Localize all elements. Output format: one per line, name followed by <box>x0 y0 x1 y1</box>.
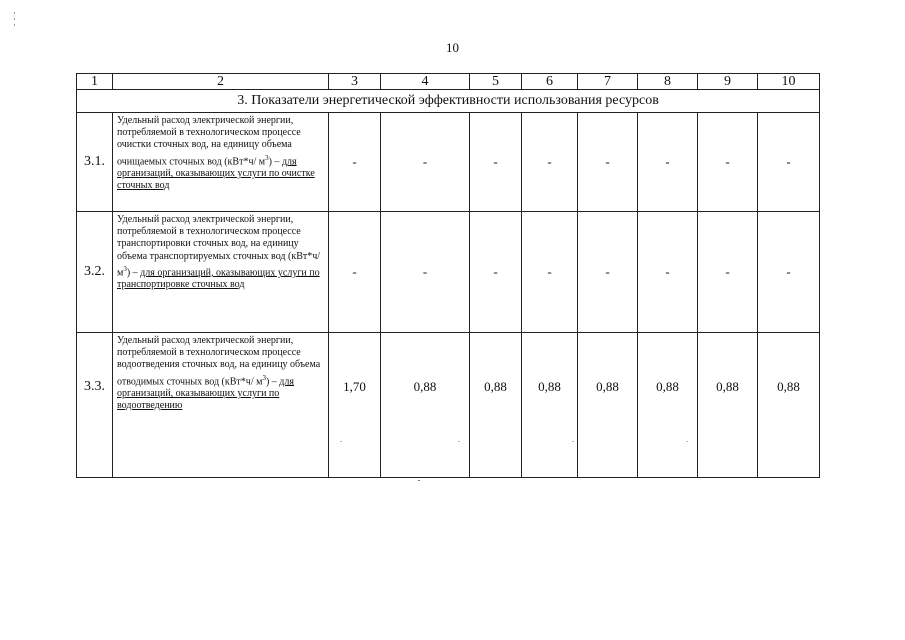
indicator-description <box>113 113 329 212</box>
scan-margin-marks <box>14 12 16 30</box>
description-tail: ) – <box>126 267 138 279</box>
value-cell: - <box>522 212 578 333</box>
indicator-description <box>113 333 329 478</box>
value-cell: - <box>522 113 578 212</box>
column-header: 2 <box>113 74 329 90</box>
value-cell: - <box>329 212 381 333</box>
value-cell: - <box>329 113 381 212</box>
value-cell: 0,88 <box>758 333 820 478</box>
value-cell: - <box>381 113 470 212</box>
scan-artifact-dots <box>340 441 690 442</box>
efficiency-indicators-table <box>76 73 820 478</box>
column-header: 4 <box>381 74 470 90</box>
value-cell: - <box>470 113 522 212</box>
value-cell: 0,88 <box>381 333 470 478</box>
column-number-row <box>77 74 820 90</box>
column-header: 9 <box>698 74 758 90</box>
superscript: 3 <box>123 264 127 273</box>
description-text: Удельный расход электрической энергии, потребляемой в технологическом процессе транспортировки сточных вод, на единицу объема транспортируемых сточных вод (кВт*ч/ м <box>117 214 321 279</box>
column-header: 10 <box>758 74 820 90</box>
description-tail: ) – <box>265 375 277 387</box>
column-header: 5 <box>470 74 522 90</box>
value-cell: - <box>638 212 698 333</box>
value-cell: - <box>470 212 522 333</box>
column-header: 8 <box>638 74 698 90</box>
value-cell: - <box>381 212 470 333</box>
table-row <box>77 333 820 478</box>
description-text: Удельный расход электрической энергии, потребляемой в технологическом процессе очистки сточных вод, на единицу объема очищаемых сточных вод (кВт*ч/ м <box>117 115 301 167</box>
value-cell: 0,88 <box>470 333 522 478</box>
scan-speck <box>418 480 420 481</box>
table-row <box>77 113 820 212</box>
row-number: 3.3. <box>77 333 113 478</box>
description-tail: ) – <box>268 155 280 167</box>
row-number: 3.1. <box>77 113 113 212</box>
page-number: 10 <box>446 40 459 55</box>
value-cell: 1,70 <box>329 333 381 478</box>
value-cell: - <box>698 212 758 333</box>
table-row <box>77 212 820 333</box>
column-header: 6 <box>522 74 578 90</box>
superscript: 3 <box>262 373 266 382</box>
row-number: 3.2. <box>77 212 113 333</box>
value-cell: - <box>638 113 698 212</box>
value-cell: 0,88 <box>522 333 578 478</box>
column-header: 1 <box>77 74 113 90</box>
applicability-note: для организаций, оказывающих услуги по водоотведению <box>117 375 294 412</box>
value-cell: 0,88 <box>698 333 758 478</box>
indicator-description <box>113 212 329 333</box>
applicability-note: для организаций, оказывающих услуги по транспортировке сточных вод <box>117 267 320 291</box>
section-title: 3. Показатели энергетической эффективности использования ресурсов <box>77 90 820 113</box>
value-cell: 0,88 <box>578 333 638 478</box>
section-heading-row <box>77 90 820 113</box>
column-header: 7 <box>578 74 638 90</box>
value-cell: - <box>578 212 638 333</box>
column-header: 3 <box>329 74 381 90</box>
superscript: 3 <box>265 153 269 162</box>
value-cell: - <box>758 212 820 333</box>
value-cell: 0,88 <box>638 333 698 478</box>
value-cell: - <box>698 113 758 212</box>
description-text: Удельный расход электрической энергии, потребляемой в технологическом процессе водоотведения сточных вод, на единицу объема отводимых сточных вод (кВт*ч/ м <box>117 335 321 387</box>
applicability-note: для организаций, оказывающих услуги по очистке сточных вод <box>117 155 315 192</box>
value-cell: - <box>758 113 820 212</box>
value-cell: - <box>578 113 638 212</box>
